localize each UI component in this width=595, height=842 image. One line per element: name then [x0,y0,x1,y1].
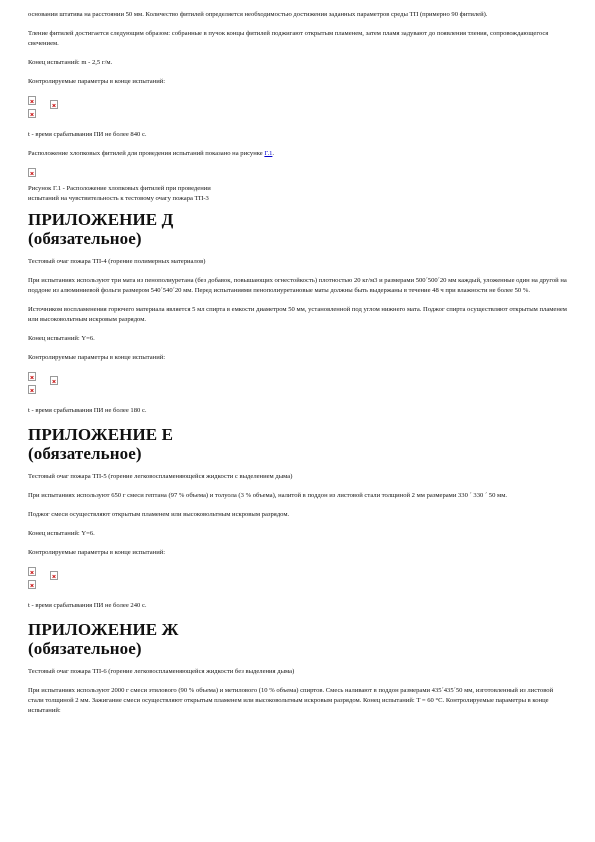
spacer [28,677,568,686]
broken-image-icon [28,372,36,381]
figure-caption [28,184,568,204]
broken-image-icon [28,109,36,118]
paragraph-text: Тестовый очаг пожара ТП-6 (горение легковоспламеняющейся жидкости без выделения дыма) [28,668,295,675]
spacer [28,49,568,58]
heading-title: ПРИЛОЖЕНИЕ Д [28,210,174,229]
formula-images [28,372,568,400]
paragraph-tail: . [272,150,275,157]
paragraph [28,353,568,363]
paragraph-text: Конец испытаний: Y=6. [28,530,95,537]
spacer [28,716,568,725]
caption-line: Рисунок Г.1 - Расположение хлопковых фитилей при проведении [28,185,211,192]
broken-image-icon [28,168,36,177]
spacer [28,363,568,372]
appendix-heading [28,210,568,248]
formula-images [28,96,568,124]
figure-link[interactable]: Г.1 [264,150,273,157]
paragraph [28,667,568,677]
paragraph-text: t - время срабатывания ПИ не более 840 с. [28,131,147,138]
paragraph [28,130,568,140]
paragraph-text: При испытаниях используют три мата из пенополиуретана (без добавок, повышающих огнестойкость) плотностью 20 кг/м3 и размерами 500´500´20 мм каждый, уложенные один на другой на поддоне из алюминиевой фольги размером 540´540´20 мм. Перед испытаниями пенополиуретановые маты должны быть выдержаны в течение 48 ч при влажности не более 50 %. [28,277,567,294]
paragraph [28,491,568,501]
heading-title: ПРИЛОЖЕНИЕ Ж [28,620,179,639]
broken-image-icon [50,376,58,385]
paragraph [28,305,568,325]
paragraph [28,548,568,558]
paragraph [28,686,568,716]
broken-image-icon [28,96,36,105]
paragraph [28,276,568,296]
broken-image-icon [50,571,58,580]
appendix-heading [28,425,568,463]
heading-subtitle: (обязательное) [28,639,142,658]
paragraph-text: Поджог смеси осуществляют открытым пламенем или высоковольтным искровым разрядом. [28,511,290,518]
spacer [28,325,568,334]
spacer [28,482,568,491]
paragraph-text: Источником воспламенения горючего материала является 5 мл спирта в емкости диаметром 50 мм, установленной под углом нижнего мата. Поджог спирта осуществляют открытым пламенем или высоковольтным искровым разрядом. [28,306,567,323]
paragraph-text: Тестовый очаг пожара ТП-5 (горение легковоспламеняющейся жидкости с выделением дыма) [28,473,293,480]
spacer [28,539,568,548]
spacer [28,501,568,510]
spacer [28,20,568,29]
paragraph-text: t - время срабатывания ПИ не более 240 с. [28,602,147,609]
paragraph-text: Конец испытаний: m - 2,5 г/м. [28,59,113,66]
paragraph [28,149,568,159]
broken-image-icon [28,385,36,394]
caption-line: испытаний на чувствительность к тестовому очагу пожара ТП-3 [28,195,209,202]
broken-image-icon [50,100,58,109]
spacer [28,658,568,667]
broken-image-icon [28,567,36,576]
spacer [28,611,568,620]
figure-image [28,168,568,178]
spacer [28,267,568,276]
spacer [28,248,568,257]
paragraph-text: Тление фитилей достигается следующим образом: собранные в пучок концы фитилей поджигают открытым пламенем, затем пламя задувают до появления тления, сопровождающегося свечением. [28,30,549,47]
spacer [28,296,568,305]
heading-title: ПРИЛОЖЕНИЕ Е [28,425,174,444]
paragraph [28,77,568,87]
paragraph [28,10,568,20]
paragraph-text: основании штатива на расстоянии 50 мм. Количество фитилей определяется необходимостью достижения заданных параметров среды ТП (примерно 90 фитилей). [28,11,488,18]
paragraph-text: При испытаниях используют 2000 г смеси этилового (90 % объема) и метилового (10 % объема) спиртов. Смесь наливают в поддон размерами 435´435´50 мм, изготовленный из листовой стали толщиной 2 мм. Зажигание смеси осуществляют открытым пламенем или высоковольтным искровым разрядом. Конец испытаний: T = 60 °С. Контролируемые параметры в конце испытаний: [28,687,554,714]
paragraph-text: Конец испытаний: Y=6. [28,335,95,342]
paragraph [28,257,568,267]
spacer [28,87,568,96]
spacer [28,140,568,149]
paragraph [28,334,568,344]
paragraph-text: t - время срабатывания ПИ не более 180 с. [28,407,147,414]
spacer [28,463,568,472]
paragraph-text: Контролируемые параметры в конце испытаний: [28,354,166,361]
paragraph-text: При испытаниях используют 650 г смеси гептана (97 % объема) и толуола (3 % объема), налитой в поддон из листовой стали толщиной 2 мм размерами 330 ´ 330 ´ 50 мм. [28,492,508,499]
spacer [28,344,568,353]
heading-subtitle: (обязательное) [28,229,142,248]
paragraph [28,529,568,539]
heading-subtitle: (обязательное) [28,444,142,463]
formula-images [28,567,568,595]
paragraph [28,58,568,68]
paragraph [28,29,568,49]
paragraph-text: Тестовый очаг пожара ТП-4 (горение полимерных материалов) [28,258,206,265]
document-body [28,10,568,725]
broken-image-icon [28,580,36,589]
paragraph-text: Контролируемые параметры в конце испытаний: [28,78,166,85]
appendix-heading [28,620,568,658]
paragraph [28,406,568,416]
paragraph-text: Контролируемые параметры в конце испытаний: [28,549,166,556]
spacer [28,416,568,425]
paragraph [28,472,568,482]
spacer [28,520,568,529]
paragraph-text: Расположение хлопковых фитилей для проведения испытаний показано на рисунке [28,150,265,157]
spacer [28,159,568,168]
spacer [28,68,568,77]
paragraph [28,601,568,611]
spacer [28,558,568,567]
paragraph [28,510,568,520]
